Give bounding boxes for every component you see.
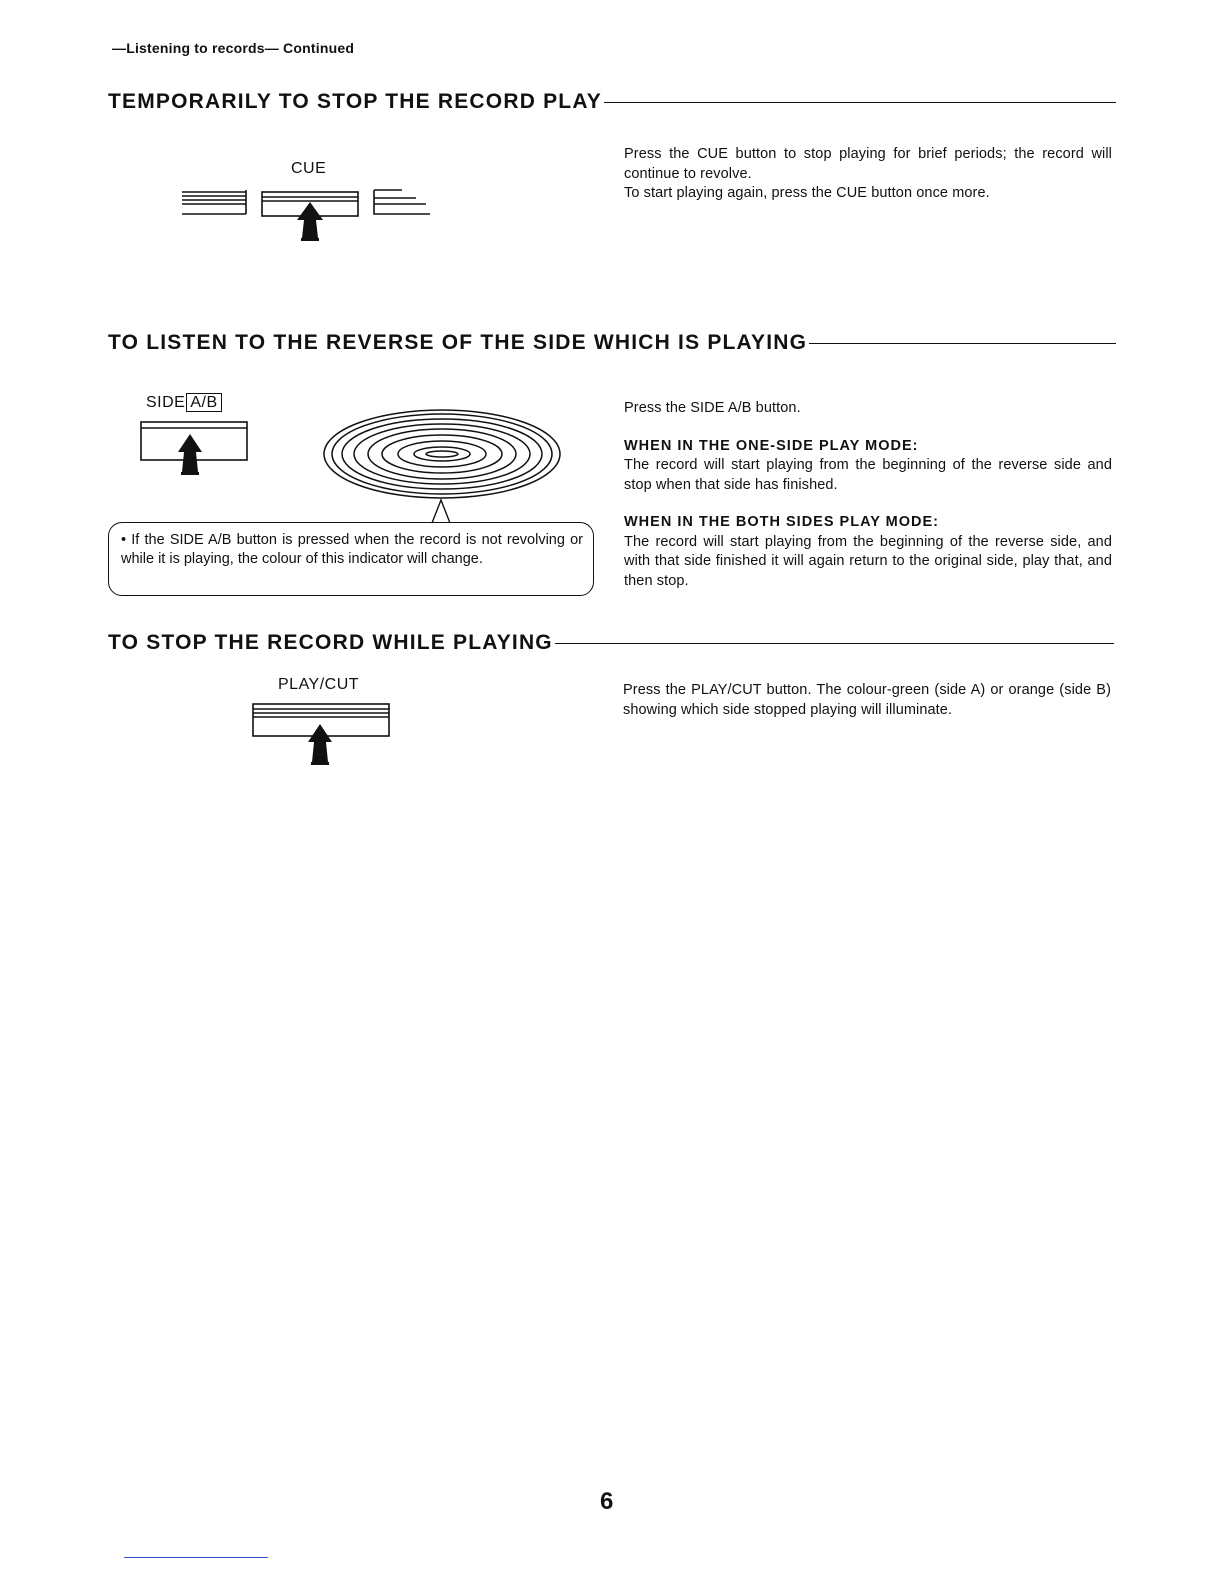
side-label-prefix: SIDE: [146, 394, 186, 411]
indicator-pointer: [432, 500, 450, 523]
section-heading-stop: [108, 631, 1114, 655]
footer-rule: [124, 1557, 268, 1558]
play-cut-button-illustration: [250, 700, 400, 770]
cue-button-label: CUE: [291, 160, 327, 177]
record-disc-icon: [324, 410, 560, 498]
side-label-box: A/B: [186, 393, 221, 412]
cue-text-2: To start playing again, press the CUE button once more.: [624, 185, 990, 201]
running-head: —Listening to records— Continued: [112, 40, 355, 56]
right-button-icon: [374, 190, 430, 214]
left-button-icon: [182, 190, 246, 214]
press-arrow-icon: [308, 724, 332, 765]
both-sides-text: The record will start playing from the beginning of the reverse side, and with that side finished it will again return to the original side, play that, and then stop.: [624, 533, 1112, 589]
page-number: 6: [600, 1488, 614, 1515]
heading-rule: [604, 102, 1116, 103]
one-side-text: The record will start playing from the beginning of the reverse side and stop when that side has finished.: [624, 457, 1112, 493]
section-heading-reverse-text: TO LISTEN TO THE REVERSE OF THE SIDE WHICH IS PLAYING: [108, 331, 808, 354]
cue-button-illustration: [180, 186, 440, 246]
play-cut-button-label: PLAY/CUT: [278, 676, 360, 693]
heading-rule: [809, 343, 1116, 344]
section-heading-cue-text: TEMPORARILY TO STOP THE RECORD PLAY: [108, 90, 602, 113]
reverse-intro: Press the SIDE A/B button.: [624, 400, 801, 416]
stop-description: [623, 681, 1111, 720]
cue-description: [624, 145, 1112, 204]
section-heading-stop-text: TO STOP THE RECORD WHILE PLAYING: [108, 631, 553, 654]
heading-rule: [555, 643, 1114, 644]
stop-text: Press the PLAY/CUT button. The colour-green (side A) or orange (side B) showing which side stopped playing will illuminate.: [623, 682, 1111, 718]
side-ab-button-illustration: [138, 420, 258, 480]
side-ab-note-text: If the SIDE A/B button is pressed when the record is not revolving or while it is playing, the colour of this indicator will change.: [121, 532, 584, 567]
section-heading-reverse: [108, 331, 1116, 355]
note-bullet: •: [121, 532, 127, 548]
press-arrow-icon: [178, 434, 202, 475]
side-ab-button-label: [146, 394, 222, 412]
section-heading-cue: [108, 90, 1116, 114]
cue-text-1: Press the CUE button to stop playing for brief periods; the record will continue to revolve.: [624, 146, 1112, 182]
press-arrow-icon: [297, 202, 323, 241]
side-ab-note-box: [108, 522, 594, 596]
both-sides-heading: WHEN IN THE BOTH SIDES PLAY MODE:: [624, 514, 939, 530]
one-side-heading: WHEN IN THE ONE-SIDE PLAY MODE:: [624, 437, 919, 454]
reverse-description: [624, 399, 1112, 591]
record-disc-illustration: [322, 396, 582, 526]
